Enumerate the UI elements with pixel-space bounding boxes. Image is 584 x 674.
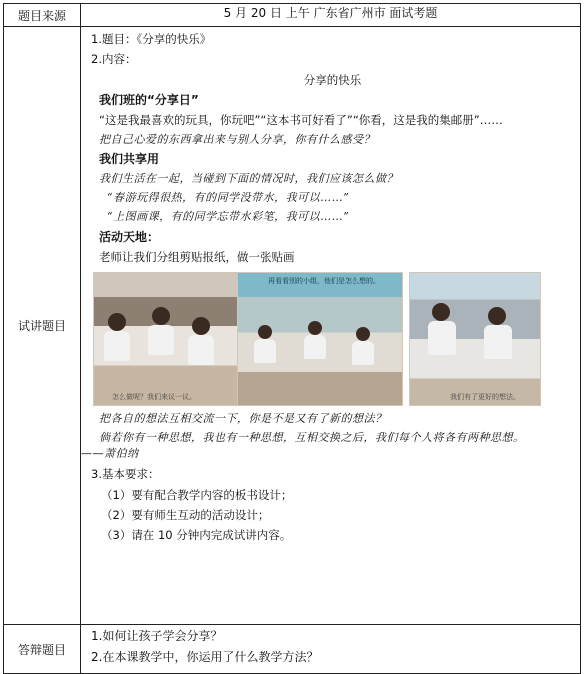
activity-photo-strip xyxy=(93,272,574,404)
header-source-label: 题目来源 xyxy=(4,4,81,27)
child-figure xyxy=(488,307,506,325)
child-figure xyxy=(258,325,272,339)
quotation-line: 倘若你有一种思想，我也有一种思想，互相交换之后，我们每个人将各有两种思想。 xyxy=(99,430,525,444)
child-figure xyxy=(188,335,214,365)
lecture-label: 试讲题目 xyxy=(4,27,81,625)
photo-1-caption: 怎么做呢？我们来议一议。 xyxy=(112,393,196,402)
defense-question: 2.在本课教学中，你运用了什么教学方法？ xyxy=(91,650,319,664)
section-share-day-quote: “这是我最喜欢的玩具，你玩吧”“这本书可好看了”“你看，这是我的集邮册”…… xyxy=(99,113,503,128)
photo-2-speech-bubble: 再看看别的小组，他们是怎么想的。 xyxy=(268,276,380,285)
lecture-content xyxy=(81,27,581,625)
child-figure xyxy=(104,331,130,361)
activity-photo-1 xyxy=(93,272,239,406)
defense-label: 答辩题目 xyxy=(4,625,81,674)
requirement-item: （3）请在 10 分钟内完成试讲内容。 xyxy=(101,528,292,543)
section-activity-title: 活动天地： xyxy=(99,229,160,244)
lecture-row xyxy=(4,27,581,625)
header-source-value: 5 月 20 日 上午 广东省广州市 面试考题 xyxy=(81,4,581,27)
exchange-ideas-line: 把各自的想法互相交流一下，你是不是又有了新的想法？ xyxy=(99,411,387,425)
section-share-day-title: 我们班的“分享日” xyxy=(99,93,199,108)
photo-3-caption: 我们有了更好的想法。 xyxy=(450,393,520,402)
section-share-together-quote-1: “春游玩得很热，有的同学没带水，我可以……” xyxy=(107,191,350,204)
defense-question: 1.如何让孩子学会分享？ xyxy=(91,629,223,643)
defense-row xyxy=(4,625,581,674)
interview-question-table xyxy=(3,3,581,674)
child-figure xyxy=(148,325,174,355)
activity-photo-3 xyxy=(409,272,541,406)
child-figure xyxy=(308,321,322,335)
quotation-author: ——萧伯纳 xyxy=(81,447,139,461)
child-figure xyxy=(192,317,210,335)
section-share-together-title: 我们共享用 xyxy=(99,152,160,167)
child-figure xyxy=(304,335,326,359)
defense-questions xyxy=(81,625,581,674)
child-figure xyxy=(108,313,126,331)
child-figure xyxy=(254,339,276,363)
requirements-title: 3.基本要求： xyxy=(91,467,160,482)
requirement-item: （2）要有师生互动的活动设计； xyxy=(101,507,270,522)
topic-line: 1.题目：《分享的快乐》 xyxy=(91,32,212,46)
child-figure xyxy=(356,327,370,341)
section-activity-text: 老师让我们分组剪贴报纸，做一张贴画 xyxy=(99,249,295,264)
child-figure xyxy=(432,303,450,321)
header-row xyxy=(4,4,581,27)
lesson-title: 分享的快乐 xyxy=(303,72,362,87)
child-figure xyxy=(352,341,374,365)
child-figure xyxy=(152,307,170,325)
section-share-day-question: 把自己心爱的东西拿出来与别人分享，你有什么感受？ xyxy=(99,132,375,146)
section-share-together-intro: 我们生活在一起，当碰到下面的情况时，我们应该怎么做？ xyxy=(99,172,398,186)
content-label: 2.内容： xyxy=(91,52,137,67)
child-figure xyxy=(428,321,456,355)
activity-photo-2 xyxy=(237,272,403,406)
section-share-together-quote-2: “上图画课，有的同学忘带水彩笔，我可以……” xyxy=(107,209,350,223)
requirement-item: （1）要有配合教学内容的板书设计； xyxy=(101,487,293,502)
child-figure xyxy=(484,325,512,359)
